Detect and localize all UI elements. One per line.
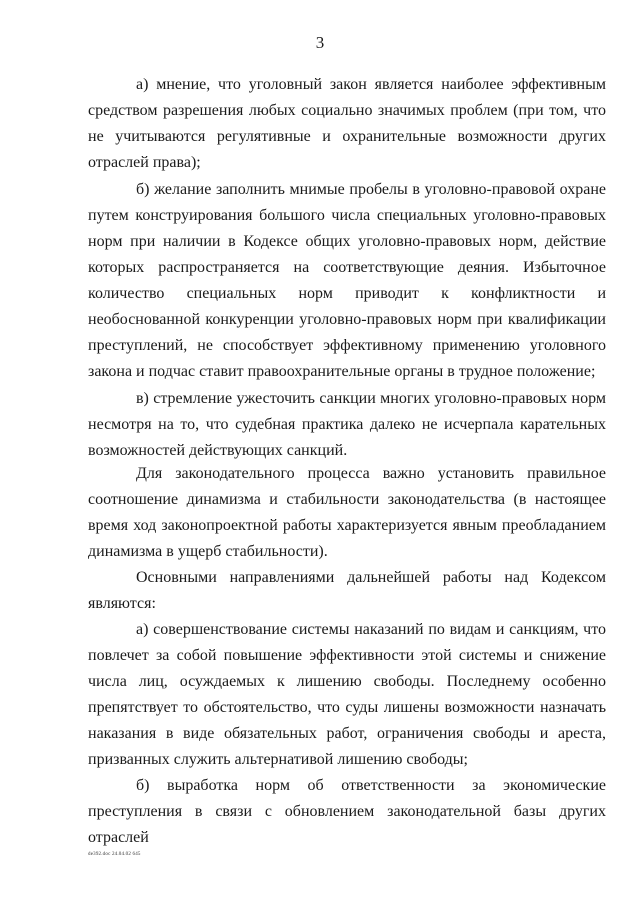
paragraph-b-economic: б) выработка норм об ответственности за экономические преступления в связи с обновлением законодательной базы других отраслей xyxy=(88,777,606,846)
footer-file-info: de392.doc 24.04.02 645 xyxy=(88,852,141,857)
paragraph-main-directions: Основными направлениями дальнейшей работы над Кодексом являются: xyxy=(88,569,606,612)
paragraph-legislative-process: Для законодательного процесса важно установить правильное соотношение динамизма и стабильности законодательства (в настоящее время ход законопроектной работы характеризуется явным преобладанием динамизма в ущерб стабильности). xyxy=(88,465,606,560)
paragraph-a-opinion: а) мнение, что уголовный закон является наиболее эффективным средством разрешения любых социально значимых проблем (при том, что не учитываются регулятивные и охранительные возможности других отраслей права); xyxy=(88,76,606,171)
paragraph-a-punishments: а) совершенствование системы наказаний по видам и санкциям, что повлечет за собой повышение эффективности этой системы и снижение числа лиц, осуждаемых к лишению свободы. Последнему особенно препятствует то обстоятельство, что суды лишены возможности назначать наказания в виде обязательных работ, ограничения свободы и ареста, призванных служить альтернативой лишению свободы; xyxy=(88,621,606,768)
paragraph-c-sanctions: в) стремление ужесточить санкции многих уголовно-правовых норм несмотря на то, что судебная практика далеко не исчерпала карательных возможностей действующих санкций. xyxy=(88,390,606,459)
page-number: 3 xyxy=(315,33,325,52)
paragraph-b-gaps: б) желание заполнить мнимые пробелы в уголовно-правовой охране путем конструирования большого числа специальных уголовно-правовых норм при наличии в Кодексе общих уголовно-правовых норм, действие которых распространяется на соответствующие деяния. Избыточное количество специальных норм приводит к конфликтности и необоснованной конкуренции уголовно-правовых норм при квалификации преступлений, не способствует эффективному применению уголовного закона и подчас ставит правоохранительные органы в трудное положение; xyxy=(88,181,606,380)
